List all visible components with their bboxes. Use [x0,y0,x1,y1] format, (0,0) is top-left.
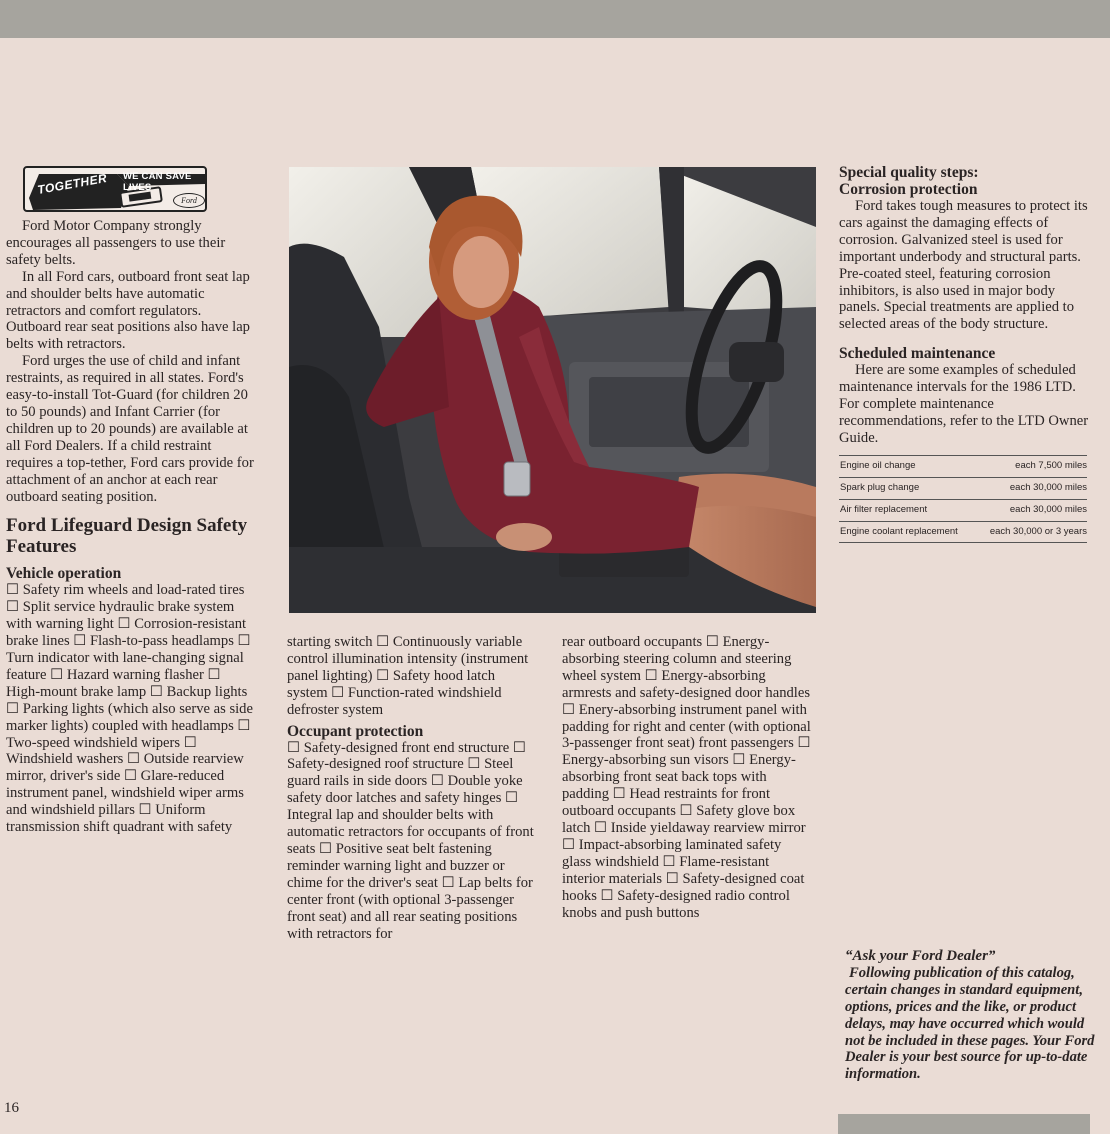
dealer-heading: “Ask your Ford Dealer” [845,948,996,964]
page-number: 16 [4,1100,19,1116]
occupant-protection-list-continued: rear outboard occupants ☐ Energy-absorbing steering column and steering wheel system ☐ Energy-absorbing armrests and safety-designed door handles ☐ Enery-absorbing instrument panel with padding for right and center (with optional 3-passenger front seat) front passengers ☐ Energy-absorbing sun visors ☐ Energy-absorbing front seat back tops with padding ☐ Head restraints for front outboard occupants ☐ Safety glove box latch ☐ Inside yieldaway rearview mirror ☐ Impact-absorbing laminated safety glass windshield ☐ Flame-resistant interior materials ☐ Safety-designed coat hooks ☐ Safety-designed radio control knobs and push buttons [562,634,811,921]
vehicle-operation-list: ☐ Safety rim wheels and load-rated tires ☐ Split service hydraulic brake system with warning light ☐ Corrosion-resistant brake lines ☐ Flash-to-pass headlamps ☐ Turn indicator with lane-changing signal feature ☐ Hazard warning flasher ☐ High-mount brake lamp ☐ Backup lights ☐ Parking lights (which also serve as side marker lights) coupled with headlamps ☐ Two-speed windshield wipers ☐ Windshield washers ☐ Outside rearview mirror, driver's side ☐ Glare-reduced instrument panel, windshield wiper arms and windshield pillars ☐ Uniform transmission shift quadrant with safety [6,582,253,836]
bottom-gray-band [838,1114,1090,1134]
dealer-text: Following publication of this catalog, certain changes in standard equipment, options, prices and the like, or product delays, may have occurred which would not be included in these pages. Your Ford Dealer is your best source for up-to-date information. [845,964,1095,1083]
section-title: Ford Lifeguard Design Safety Features [6,515,248,558]
corrosion-heading-line-1: Special quality steps: [839,164,979,181]
maintenance-table [839,455,1087,544]
maintenance-interval: each 30,000 or 3 years [975,521,1087,543]
ask-your-dealer-note [845,948,1095,1083]
vehicle-operation-list-continued: starting switch ☐ Continuously variable control illumination intensity (instrument panel lighting) ☐ Safety hood latch system ☐ Function-rated windshield defroster system [287,634,529,718]
maintenance-heading: Scheduled maintenance [839,345,996,363]
maintenance-item: Air filter replacement [839,499,975,521]
corrosion-heading-line-2: Corrosion protection [839,181,978,198]
maintenance-interval: each 30,000 miles [975,477,1087,499]
table-row [839,477,1087,499]
logo-slogan-text: WE CAN SAVE LIVES [123,171,192,193]
column-1 [6,218,256,836]
together-we-can-save-lives-logo [23,166,207,212]
column-3 [562,634,814,921]
maintenance-item: Engine coolant replacement [839,521,975,543]
column-2 [287,634,537,942]
top-gray-band [0,0,1110,38]
logo-together-text: TOGETHER [36,170,109,198]
table-row [839,455,1087,477]
table-row [839,499,1087,521]
intro-paragraph-2: In all Ford cars, outboard front seat lap and shoulder belts have automatic retractors and comfort regulators. Outboard rear seat positions also have lap belts with retractors. [6,268,250,353]
maintenance-interval: each 30,000 miles [975,499,1087,521]
column-4 [839,164,1089,543]
ford-oval-icon: Ford [173,193,205,208]
table-row [839,521,1087,543]
maintenance-item: Spark plug change [839,477,975,499]
maintenance-paragraph: Here are some examples of scheduled maintenance intervals for the 1986 LTD. For complete maintenance recommendations, refer to the LTD Owner Guide. [839,362,1089,446]
maintenance-interval: each 7,500 miles [975,455,1087,477]
occupant-protection-list: ☐ Safety-designed front end structure ☐ Safety-designed roof structure ☐ Steel guard rails in side doors ☐ Double yoke safety door latches and safety hinges ☐ Integral lap and shoulder belts with automatic retractors for occupants of front seats ☐ Positive seat belt fastening reminder warning light and buzzer or chime for the driver's seat ☐ Lap belts for center front (with optional 3-passenger front seat) and all rear seating positions with retractors for [287,739,534,942]
vehicle-operation-heading: Vehicle operation [6,565,122,583]
woman-fastening-seatbelt-photo [289,167,816,613]
corrosion-paragraph: Ford takes tough measures to protect its cars against the damaging effects of corrosion. Galvanized steel is used for important underbody and structural parts. Pre-coated steel, featuring corrosion inhibitors, is also used in major body panels. Special treatments are applied to selected areas of the body structure. [839,198,1088,333]
maintenance-item: Engine oil change [839,455,975,477]
occupant-protection-heading: Occupant protection [287,722,424,740]
intro-paragraph-1: Ford Motor Company strongly encourages all passengers to use their safety belts. [6,218,226,268]
intro-paragraph-3: Ford urges the use of child and infant restraints, as required in all states. Ford's easy-to-install Tot-Guard (for children 20 to 50 pounds) and Infant Carrier (for children up to 20 pounds) are available at all Ford Dealers. If a child restraint requires a top-tether, Ford cars provide for attachment of an anchor at each rear outboard seating position. [6,353,254,505]
car-interior-illustration [289,167,816,613]
